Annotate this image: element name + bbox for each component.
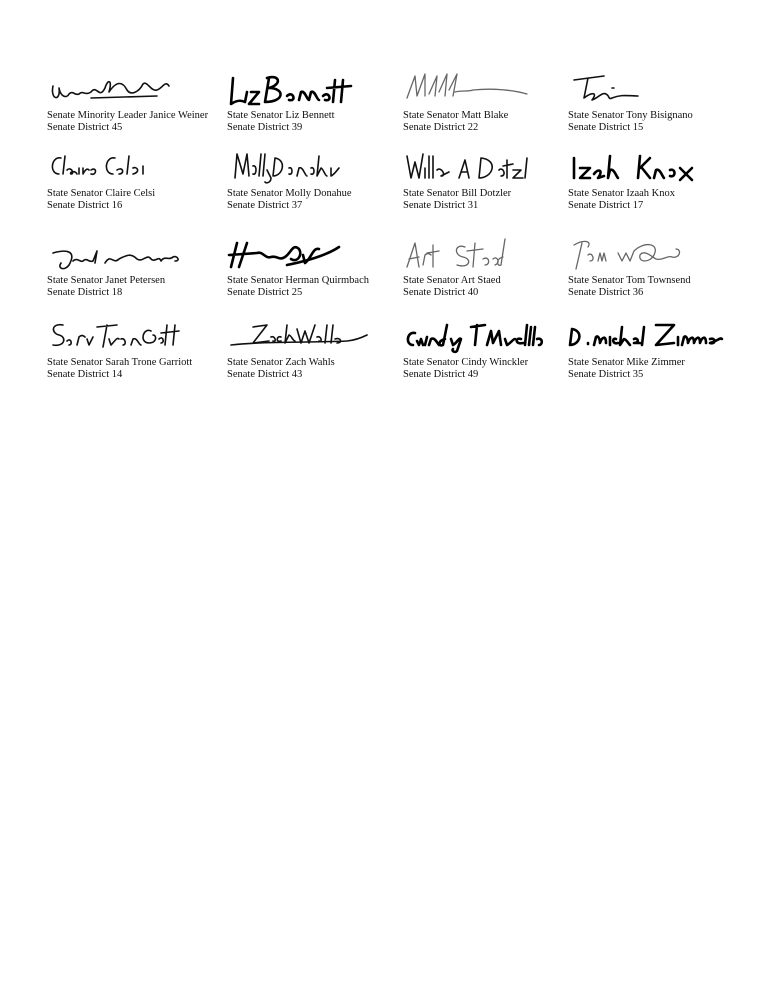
signature-block-knox xyxy=(568,148,743,211)
signer-title: State Senator Mike Zimmer xyxy=(568,357,685,368)
signer-district: Senate District 18 xyxy=(47,286,123,298)
signer-title: Senate Minority Leader Janice Weiner xyxy=(47,110,209,121)
signature-block-quirmbach xyxy=(227,235,402,298)
signer-district: Senate District 39 xyxy=(227,121,303,133)
signer-title: State Senator Bill Dotzler xyxy=(403,188,512,199)
signer-title: State Senator Tony Bisignano xyxy=(568,110,693,121)
signer-title: State Senator Janet Petersen xyxy=(47,275,166,286)
signer-district: Senate District 22 xyxy=(403,121,479,133)
signer-district: Senate District 40 xyxy=(403,286,479,298)
signer-title: State Senator Matt Blake xyxy=(403,110,509,121)
signer-district: Senate District 16 xyxy=(47,199,123,211)
signature-quirmbach xyxy=(227,235,387,275)
signer-title: State Senator Claire Celsi xyxy=(47,188,156,199)
signature-block-blake xyxy=(403,70,578,133)
signature-garriott xyxy=(47,317,207,357)
signature-block-staed xyxy=(403,235,578,298)
signer-district: Senate District 35 xyxy=(568,368,644,380)
signer-title: State Senator Art Staed xyxy=(403,275,501,286)
signature-donahue xyxy=(227,148,387,188)
signature-block-celsi xyxy=(47,148,222,211)
signature-winckler xyxy=(403,317,563,357)
signature-block-townsend xyxy=(568,235,743,298)
signature-block-winckler xyxy=(403,317,578,380)
signer-district: Senate District 37 xyxy=(227,199,303,211)
signer-district: Senate District 45 xyxy=(47,121,123,133)
signer-title: State Senator Zach Wahls xyxy=(227,357,335,368)
signature-block-garriott xyxy=(47,317,222,380)
signer-district: Senate District 17 xyxy=(568,199,644,211)
signature-block-wahls xyxy=(227,317,402,380)
signer-district: Senate District 14 xyxy=(47,368,123,380)
signer-district: Senate District 25 xyxy=(227,286,303,298)
signer-district: Senate District 31 xyxy=(403,199,479,211)
signer-title: State Senator Sarah Trone Garriott xyxy=(47,357,193,368)
signature-block-bennett xyxy=(227,70,402,133)
signer-title: State Senator Herman Quirmbach xyxy=(227,275,369,286)
signature-bisignano xyxy=(568,70,728,110)
signature-blake xyxy=(403,70,563,110)
signer-title: State Senator Izaah Knox xyxy=(568,188,676,199)
signer-district: Senate District 15 xyxy=(568,121,644,133)
signature-townsend xyxy=(568,235,728,275)
signature-staed xyxy=(403,235,563,275)
signer-title: State Senator Cindy Winckler xyxy=(403,357,529,368)
signature-weiner xyxy=(47,70,207,110)
signature-block-petersen xyxy=(47,235,222,298)
signature-block-bisignano xyxy=(568,70,743,133)
signature-block-zimmer xyxy=(568,317,743,380)
signature-wahls xyxy=(227,317,387,357)
signer-district: Senate District 49 xyxy=(403,368,479,380)
signer-title: State Senator Tom Townsend xyxy=(568,275,691,286)
signer-title: State Senator Molly Donahue xyxy=(227,188,352,199)
signature-petersen xyxy=(47,235,207,275)
signature-bennett xyxy=(227,70,387,110)
signer-title: State Senator Liz Bennett xyxy=(227,110,335,121)
signature-block-dotzler xyxy=(403,148,578,211)
signature-celsi xyxy=(47,148,207,188)
signature-zimmer xyxy=(568,317,728,357)
signer-district: Senate District 43 xyxy=(227,368,303,380)
signature-knox xyxy=(568,148,728,188)
signer-district: Senate District 36 xyxy=(568,286,644,298)
signature-block-donahue xyxy=(227,148,402,211)
signature-block-weiner xyxy=(47,70,222,133)
signature-dotzler xyxy=(403,148,563,188)
